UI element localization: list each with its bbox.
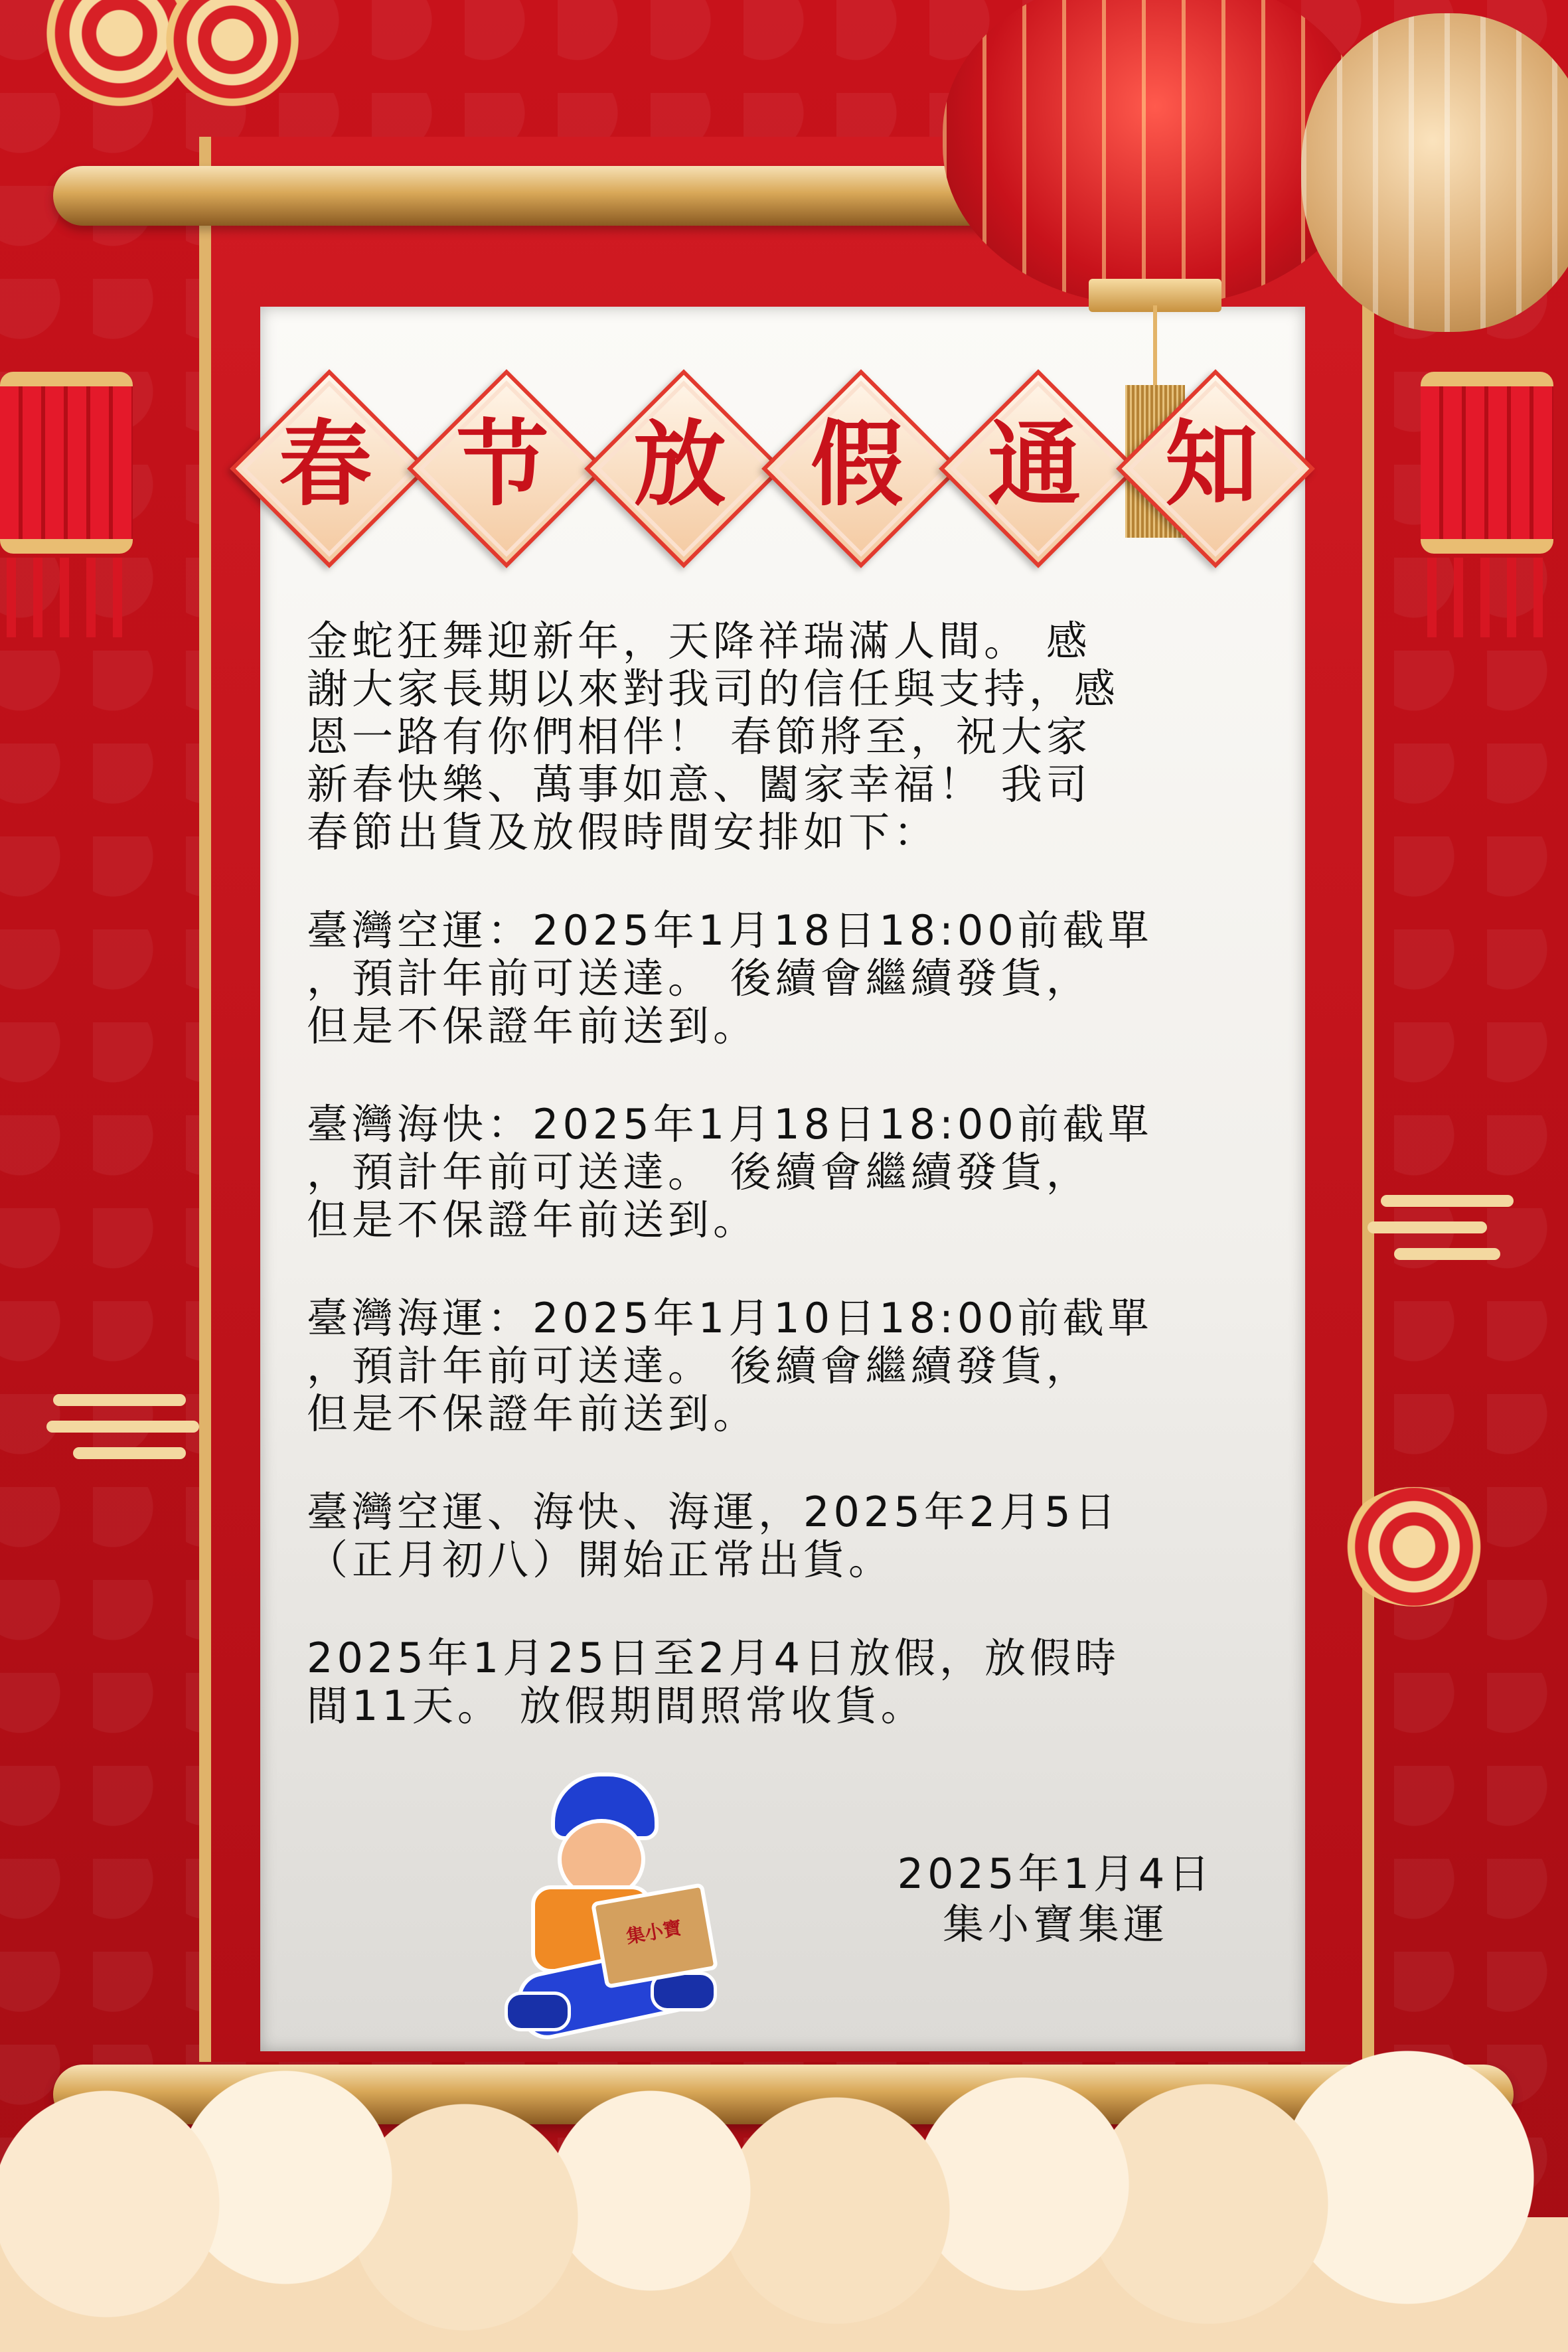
signature-company: 集小寶集運 [942, 1900, 1168, 1948]
cloud-stripe-decoration [1394, 1248, 1500, 1260]
right-side-lantern-icon [1421, 345, 1553, 664]
notice-body [307, 617, 1263, 1780]
title-char: 春 [278, 410, 372, 519]
gold-lantern-icon [1301, 13, 1568, 358]
title-char: 通 [987, 410, 1081, 519]
title-diamond-5 [941, 372, 1127, 558]
resume-shipping-paragraph: 臺灣空運、海快、海運，2025年2月5日 （正月初八）開始正常出貨。 [307, 1488, 1120, 1584]
air-freight-paragraph: 臺灣空運：2025年1月18日18:00前截單 ，預計年前可送達。 後續會繼續發貨， 但是不保證年前送到。 [307, 906, 1153, 1050]
delivery-mascot-icon [505, 1772, 717, 2038]
mascot-box-label: 集小寶 [591, 1883, 718, 1989]
bottom-cloud-decoration [0, 2045, 1568, 2352]
title-diamond-2 [410, 372, 595, 558]
cloud-stripe-decoration [53, 1394, 186, 1406]
cloud-swirl-decoration [166, 0, 299, 106]
express-sea-paragraph: 臺灣海快：2025年1月18日18:00前截單 ，預計年前可送達。 後續會繼續發貨， 但是不保證年前送到。 [307, 1100, 1153, 1244]
cloud-stripe-decoration [46, 1421, 199, 1433]
title-char: 知 [1164, 410, 1258, 519]
cloud-stripe-decoration [73, 1447, 186, 1459]
title-char: 节 [455, 410, 549, 519]
cloud-stripe-decoration [1368, 1221, 1487, 1233]
title-char: 放 [633, 410, 726, 519]
signature-block [863, 1849, 1248, 1950]
title-diamond-1 [232, 372, 418, 558]
cloud-swirl-decoration [1341, 1487, 1487, 1607]
title-diamond-4 [764, 372, 950, 558]
cloud-stripe-decoration [1381, 1195, 1514, 1207]
title-char: 假 [810, 410, 903, 519]
left-side-lantern-icon [0, 345, 133, 664]
signature-date: 2025年1月4日 [897, 1849, 1214, 1898]
greeting-paragraph: 金蛇狂舞迎新年，天降祥瑞滿人間。 感 謝大家長期以來對我司的信任與支持，感 恩一路有你們相伴！ 春節將至，祝大家 新春快樂、萬事如意、闔家幸福！ 我司 春節出貨及放假時間安排如下： [307, 617, 1120, 856]
title-diamond-3 [587, 372, 773, 558]
title-diamond-6 [1119, 372, 1304, 558]
holiday-period-paragraph: 2025年1月25日至2月4日放假，放假時 間11天。 放假期間照常收貨。 [307, 1634, 1121, 1730]
sea-freight-paragraph: 臺灣海運：2025年1月10日18:00前截單 ，預計年前可送達。 後續會繼續發貨， 但是不保證年前送到。 [307, 1294, 1153, 1438]
